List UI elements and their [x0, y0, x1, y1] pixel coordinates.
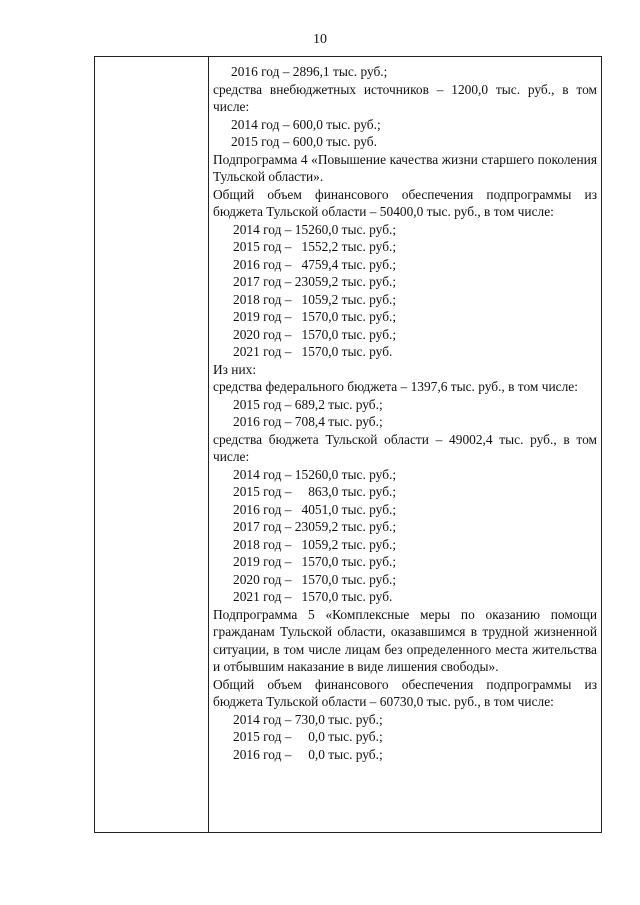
funding-line: 2018 год – 1059,2 тыс. руб.; [233, 536, 397, 552]
regional-budget-paragraph: средства бюджета Тульской области – 49002,4 тыс. руб., в том числе: [213, 431, 597, 464]
funding-line: 2018 год – 1059,2 тыс. руб.; [233, 291, 397, 307]
table-left-cell [95, 57, 208, 832]
subprogram-5-title: Подпрограмма 5 «Комплексные меры по оказанию помощи гражданам Тульской области, оказавшимся в трудной жизненной ситуации, в том числе лицам без определенного места жительства и отбывшим наказание в виде лишения свободы». [213, 606, 597, 674]
subprogram-5-total: Общий объем финансового обеспечения подпрограммы из бюджета Тульской области – 60730,0 тыс. руб., в том числе: [213, 676, 597, 709]
funding-line: 2014 год – 15260,0 тыс. руб.; [233, 221, 397, 237]
funding-line: 2019 год – 1570,0 тыс. руб.; [233, 554, 397, 569]
funding-line: 2021 год – 1570,0 тыс. руб. [233, 589, 393, 604]
paragraph-extrabudgetary: средства внебюджетных источников – 1200,0 тыс. руб., в том числе: [213, 81, 597, 114]
funding-line: 2021 год – 1570,0 тыс. руб. [233, 344, 393, 359]
page-number: 10 [313, 32, 327, 47]
federal-budget-paragraph: средства федерального бюджета – 1397,6 тыс. руб., в том числе: [213, 379, 578, 394]
funding-line: 2016 год – 0,0 тыс. руб.; [233, 746, 383, 762]
funding-line: 2014 год – 600,0 тыс. руб.; [231, 116, 381, 132]
funding-line: 2015 год – 600,0 тыс. руб. [231, 134, 377, 149]
funding-line: 2014 год – 730,0 тыс. руб.; [233, 711, 383, 727]
funding-line: 2016 год – 4759,4 тыс. руб.; [233, 256, 397, 272]
funding-line: 2015 год – 1552,2 тыс. руб.; [233, 239, 397, 254]
funding-line: 2020 год – 1570,0 тыс. руб.; [233, 326, 397, 342]
funding-line: 2015 год – 0,0 тыс. руб.; [233, 729, 383, 744]
funding-line: 2017 год – 23059,2 тыс. руб.; [233, 519, 397, 534]
funding-line: 2019 год – 1570,0 тыс. руб.; [233, 309, 397, 324]
funding-line: 2015 год – 689,2 тыс. руб.; [233, 396, 383, 412]
column-divider [208, 57, 209, 832]
funding-line: 2016 год – 2896,1 тыс. руб.; [231, 64, 388, 79]
subprogram-4-total: Общий объем финансового обеспечения подпрограммы из бюджета Тульской области – 50400,0 тыс. руб., в том числе: [213, 186, 597, 219]
funding-line: 2015 год – 863,0 тыс. руб.; [233, 484, 397, 499]
program-table [94, 56, 602, 833]
funding-line: 2014 год – 15260,0 тыс. руб.; [233, 466, 397, 482]
subprogram-4-title: Подпрограмма 4 «Повышение качества жизни старшего поколения Тульской области». [213, 151, 597, 184]
funding-line: 2016 год – 4051,0 тыс. руб.; [233, 501, 397, 517]
of-them-label: Из них: [213, 361, 257, 377]
funding-line: 2020 год – 1570,0 тыс. руб.; [233, 571, 397, 587]
table-right-cell [213, 63, 597, 763]
funding-line: 2016 год – 708,4 тыс. руб.; [233, 414, 383, 429]
funding-line: 2017 год – 23059,2 тыс. руб.; [233, 274, 397, 289]
